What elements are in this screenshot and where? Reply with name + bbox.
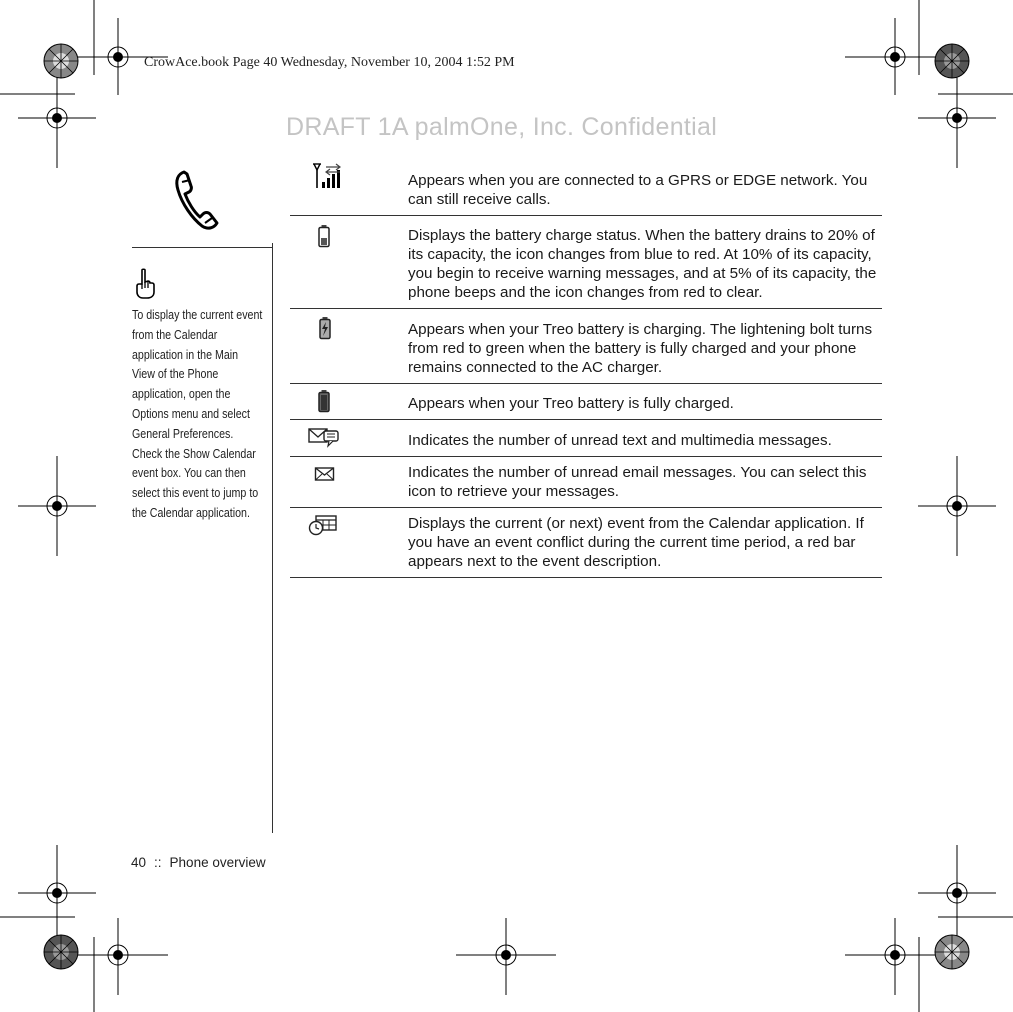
- print-header-slug: CrowAce.book Page 40 Wednesday, November 10, 2004 1:52 PM: [144, 55, 515, 70]
- table-row: [290, 508, 882, 578]
- phone-handset-icon: [172, 168, 220, 232]
- icon-cell: [290, 309, 408, 384]
- sidebar-rule: [132, 247, 273, 248]
- tip-hand-icon: [134, 268, 156, 300]
- table-row: [290, 384, 882, 420]
- icon-description: Appears when your Treo battery is charging. The lightening bolt turns from red to green when the battery is fully charged and your phone remains connected to the AC charger.: [408, 321, 873, 376]
- table-row: [290, 420, 882, 457]
- icon-description: Appears when you are connected to a GPRS or EDGE network. You can still receive calls.: [408, 172, 868, 208]
- icon-description: Indicates the number of unread email messages. You can select this icon to retrieve your messages.: [408, 464, 867, 500]
- icon-description: Appears when your Treo battery is fully charged.: [408, 395, 734, 412]
- table-row: [290, 309, 882, 384]
- table-row: [290, 457, 882, 508]
- unread-messages-icon: [307, 426, 343, 448]
- icon-cell: [290, 420, 408, 457]
- icon-cell: [290, 384, 408, 420]
- calendar-event-icon: [308, 514, 338, 536]
- battery-charging-icon: [318, 316, 332, 340]
- table-row: [290, 216, 882, 309]
- footer-separator: ::: [154, 855, 162, 870]
- icon-description: Displays the current (or next) event from the Calendar application. If you have an event conflict during the current time period, a red bar appears next to the event description.: [408, 515, 864, 570]
- gprs-network-icon: [310, 162, 344, 190]
- icon-description: Displays the battery charge status. When the battery drains to 20% of its capacity, the icon changes from blue to red. At 10% of its capacity, you begin to receive warning messages, and at 5% of its capacity, the phone beeps and the icon changes from red to clear.: [408, 227, 877, 301]
- draft-watermark: DRAFT 1A palmOne, Inc. Confidential: [286, 113, 718, 141]
- column-divider: [272, 243, 273, 833]
- battery-full-icon: [318, 389, 330, 413]
- page-number: 40: [131, 855, 147, 870]
- page-footer: [131, 855, 266, 870]
- table-row: [290, 160, 882, 216]
- unread-email-icon: [314, 466, 336, 482]
- footer-section-title: Phone overview: [169, 855, 266, 870]
- status-icon-table: [290, 160, 882, 578]
- icon-description: Indicates the number of unread text and multimedia messages.: [408, 432, 832, 449]
- battery-status-icon: [318, 224, 330, 248]
- icon-cell: [290, 160, 408, 216]
- tip-text: To display the current event from the Calendar application in the Main View of the Phone application, open the Options menu and select General Preferences. Check the Show Calendar event box. You can then select this event to jump to the Calendar application.: [132, 307, 263, 520]
- icon-cell: [290, 216, 408, 309]
- icon-cell: [290, 508, 408, 578]
- icon-cell: [290, 457, 408, 508]
